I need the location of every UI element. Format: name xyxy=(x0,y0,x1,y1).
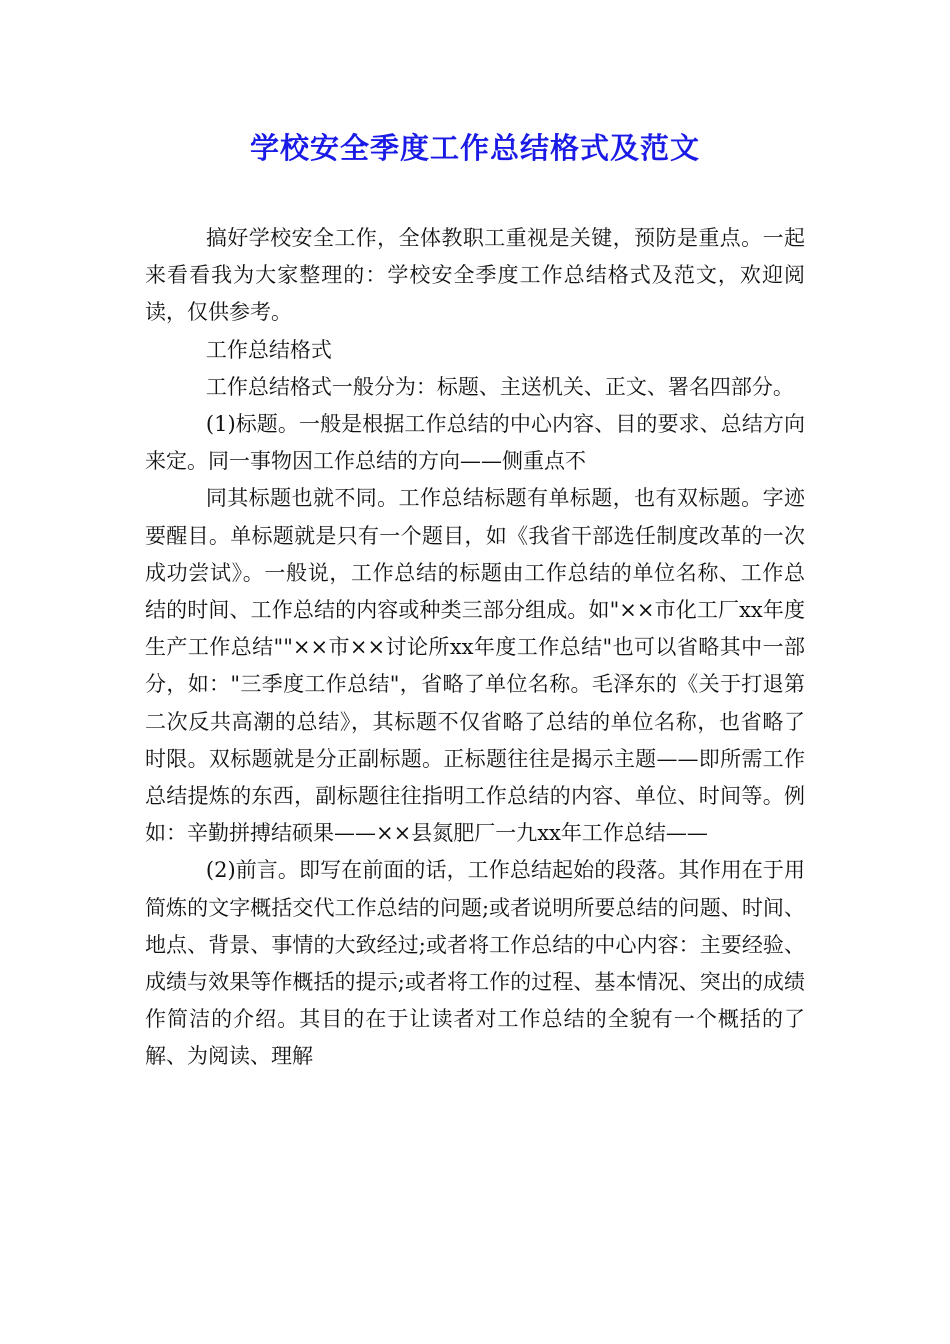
paragraph-intro: 搞好学校安全工作，全体教职工重视是关键，预防是重点。一起来看看我为大家整理的：学校安全季度工作总结格式及范文，欢迎阅读，仅供参考。 xyxy=(145,226,805,325)
paragraph-format-parts: 工作总结格式一般分为：标题、主送机关、正文、署名四部分。 xyxy=(205,374,794,399)
paragraph-title-details: 同其标题也就不同。工作总结标题有单标题，也有双标题。字迹要醒目。单标题就是只有一个题目，如《我省干部选任制度改革的一次成功尝试》。一般说，工作总结的标题由工作总结的单位名称、工作总结的时间、工作总结的内容或种类三部分组成。如"××市化工厂xx年度生产工作总结""××市××讨论所xx年度工作总结"也可以省略其中一部分，如："三季度工作总结"，省略了单位名称。毛泽东的《关于打退第二次反共高潮的总结》，其标题不仅省略了总结的单位名称，也省略了时限。双标题就是分正副标题。正标题往往是揭示主题——即所需工作总结提炼的东西，副标题往往指明工作总结的内容、单位、时间等。例如：辛勤拼搏结硕果——××县氮肥厂一九xx年工作总结—— xyxy=(145,486,805,846)
paragraph-preface-section: (2)前言。即写在前面的话，工作总结起始的段落。其作用在于用简炼的文字概括交代工作总结的问题;或者说明所要总结的问题、时间、地点、背景、事情的大致经过;或者将工作总结的中心内容：主要经验、成绩与效果等作概括的提示;或者将工作的过程、基本情况、突出的成绩作简洁的介绍。其目的在于让读者对工作总结的全貌有一个概括的了解、为阅读、理解 xyxy=(145,858,805,1069)
paragraph-heading-format: 工作总结格式 xyxy=(205,337,332,362)
document-title: 学校安全季度工作总结格式及范文 xyxy=(249,131,700,165)
paragraph-title-section: (1)标题。一般是根据工作总结的中心内容、目的要求、总结方向来定。同一事物因工作总结的方向——侧重点不 xyxy=(145,412,805,474)
document-body xyxy=(145,220,805,1076)
